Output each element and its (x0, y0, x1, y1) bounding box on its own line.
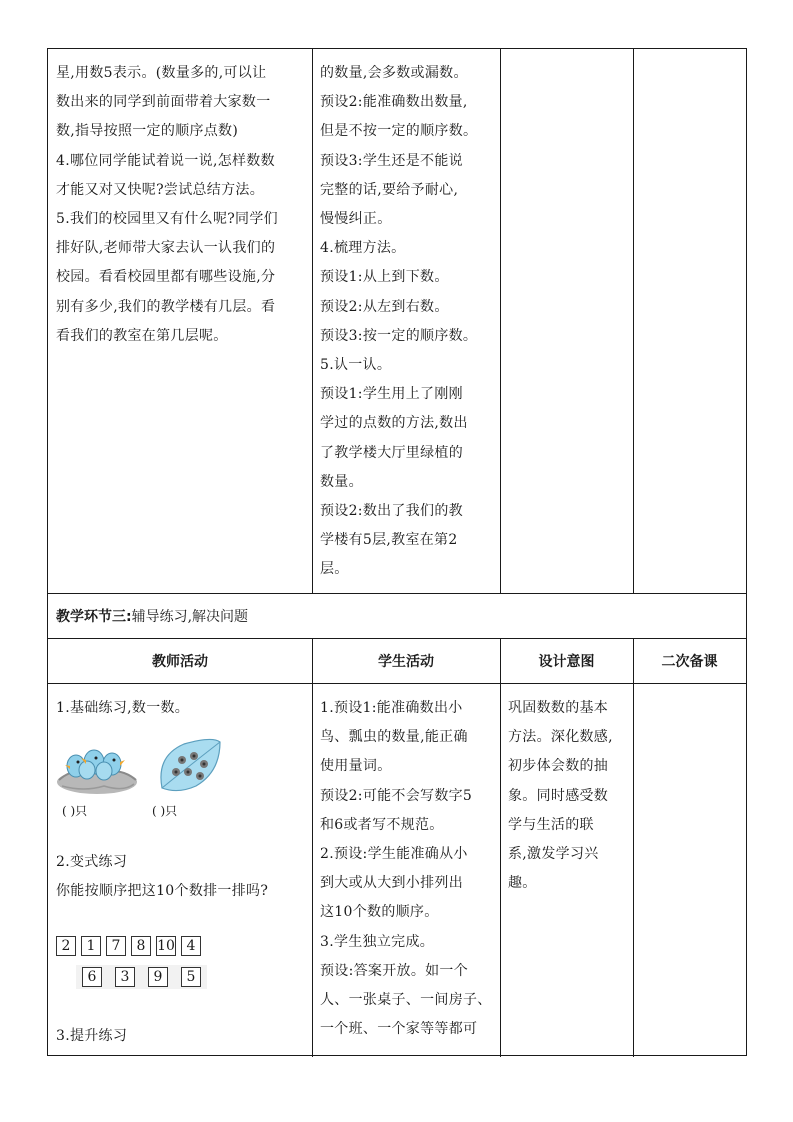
col-divider (500, 638, 501, 1057)
number-card: 9 (148, 967, 168, 987)
text-line: 预设:答案开放。如一个 (320, 962, 469, 979)
col-divider (633, 49, 634, 593)
birds-in-nest-icon (54, 736, 140, 798)
col-divider (500, 49, 501, 593)
bottom-design-intent (508, 694, 632, 898)
lesson-table (47, 48, 747, 1056)
text-line: 校园。看看校园里都有哪些设施,分 (56, 269, 276, 286)
text-line: 数出来的同学到前面带着大家数一 (56, 94, 271, 111)
text-line: 但是不按一定的顺序数。 (320, 123, 478, 140)
text-line: 学过的点数的方法,数出 (320, 415, 468, 432)
text-line: 完整的话,要给予耐心, (320, 181, 459, 198)
col-divider (312, 49, 313, 593)
number-cards-row-2 (76, 965, 207, 989)
text-line: 的数量,会多数或漏数。 (320, 65, 468, 81)
text-line: 一个班、一个家等等都可 (320, 1021, 478, 1038)
header-design: 设计意图 (538, 654, 595, 670)
text-line: 预设2:从左到右数。 (320, 298, 449, 315)
text-line: 方法。深化数感, (508, 729, 613, 746)
bottom-second-prep (634, 684, 746, 1056)
leaf-with-ladybugs-icon (154, 736, 226, 796)
number-cards-row-1 (56, 936, 201, 956)
text-line: 人、一张桌子、一间房子、 (320, 992, 492, 1009)
text-line: 预设1:从上到下数。 (320, 269, 449, 286)
text-line: 趣。 (508, 875, 537, 892)
text-line: 你能按顺序把这10个数排一排吗? (56, 883, 269, 900)
text-line: 预设2:能准确数出数量, (320, 94, 468, 111)
text-line: 系,激发学习兴 (508, 846, 599, 863)
text-line: 5.我们的校园里又有什么呢?同学们 (56, 211, 278, 228)
bottom-student-activity (320, 694, 500, 1044)
number-card: 5 (181, 967, 201, 987)
header-student: 学生活动 (378, 654, 434, 670)
text-line: 预设3:按一定的顺序数。 (320, 327, 478, 344)
text-line: 5.认一认。 (320, 357, 392, 374)
text-line: 到大或从大到小排列出 (320, 875, 463, 892)
text-line: 预设2:可能不会写数字5 (320, 787, 473, 804)
header-teacher: 教师活动 (152, 654, 208, 670)
text-line: 看我们的教室在第几层呢。 (56, 327, 228, 344)
top-student-activity (320, 59, 500, 585)
header-second: 二次备课 (661, 654, 718, 670)
number-card: 2 (56, 936, 76, 956)
text-line: 别有多少,我们的教学楼有几层。看 (56, 298, 276, 315)
number-card: 7 (106, 936, 126, 956)
number-card: 1 (81, 936, 101, 956)
text-line: 使用量词。 (320, 758, 392, 775)
number-card: 6 (82, 967, 102, 987)
text-line: 2.变式练习 (56, 854, 128, 870)
text-line: 3.提升练习 (56, 1028, 128, 1044)
text-line: 象。同时感受数 (508, 787, 609, 804)
section-label: 教学环节三: (56, 609, 132, 625)
text-line: 鸟、瓢虫的数量,能正确 (320, 729, 468, 746)
text-line: 4.哪位同学能试着说一说,怎样数数 (56, 152, 275, 169)
text-line: 和6或者写不规范。 (320, 816, 444, 833)
text-line: 数量。 (320, 473, 363, 490)
number-card: 10 (157, 938, 175, 954)
text-line: 星,用数5表示。(数量多的,可以让 (56, 65, 267, 81)
text-line: 学与生活的联 (508, 816, 594, 833)
text-line: 才能又对又快呢?尝试总结方法。 (56, 181, 265, 198)
text-line: 巩固数数的基本 (508, 700, 609, 716)
number-card: 4 (181, 936, 201, 956)
text-line: 1.预设1:能准确数出小 (320, 700, 463, 716)
ladybugs-count-blank: ( )只 (152, 804, 178, 818)
number-card: 3 (115, 967, 135, 987)
text-line: 了教学楼大厅里绿植的 (320, 444, 463, 461)
bottom-teacher-activity (48, 684, 312, 1056)
text-line: 预设1:学生用上了刚刚 (320, 386, 463, 403)
text-line: 这10个数的顺序。 (320, 904, 439, 921)
text-line: 2.预设:学生能准确从小 (320, 846, 468, 863)
text-line: 预设2:数出了我们的教 (320, 503, 463, 520)
text-line: 初步体会数的抽 (508, 758, 609, 775)
col-divider (312, 638, 313, 1057)
text-line: 4.梳理方法。 (320, 240, 406, 257)
text-line: 1.基础练习,数一数。 (56, 700, 190, 716)
text-line: 慢慢纠正。 (320, 211, 392, 228)
section-title (48, 594, 746, 638)
section-text: 辅导练习,解决问题 (131, 609, 249, 625)
text-line: 预设3:学生还是不能说 (320, 152, 463, 169)
number-card: 8 (131, 936, 151, 956)
text-line: 层。 (320, 561, 349, 578)
text-line: 排好队,老师带大家去认一认我们的 (56, 240, 276, 257)
text-line: 数,指导按照一定的顺序点数) (56, 123, 239, 140)
text-line: 3.学生独立完成。 (320, 933, 435, 950)
text-line: 学楼有5层,教室在第2 (320, 532, 458, 549)
top-teacher-activity (56, 59, 308, 351)
birds-count-blank: ( )只 (62, 804, 88, 818)
